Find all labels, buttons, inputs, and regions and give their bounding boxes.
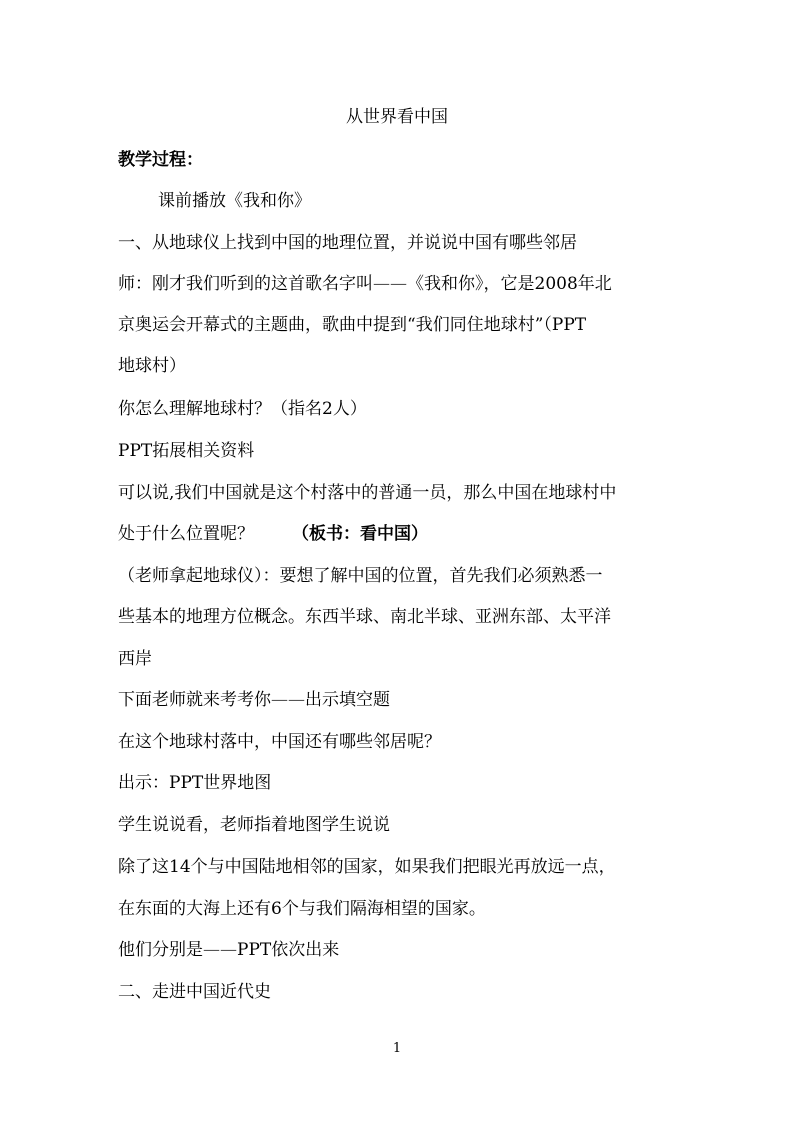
text-segment: 出示填空题 [305,690,390,710]
paragraph-line: 京奥运会开幕式的主题曲，歌曲中提到“我们同住地球村”（PPT [118,315,587,335]
dash-segment: —— [271,690,305,710]
paragraph-line: 学生说说看，老师指着地图学生说说 [118,815,390,835]
paragraph-line: 一、从地球仪上找到中国的地理位置，并说说中国有哪些邻居 [118,233,577,253]
paragraph-line: （老师拿起地球仪）：要想了解中国的位置，首先我们必须熟悉一 [118,566,603,586]
paragraph-line: 出示：PPT世界地图 [118,773,272,793]
paragraph-line: 可以说,我们中国就是这个村落中的普通一员，那么中国在地球村中 [118,483,617,503]
document-title: 从世界看中国 [346,107,448,127]
dash-segment: —— [373,274,407,294]
paragraph-line: 在东面的大海上还有6个与我们隔海相望的国家。 [118,899,486,919]
paragraph-line: 些基本的地理方位概念。东西半球、南北半球、亚洲东部、太平洋 [118,607,611,627]
paragraph-line: 西岸 [118,649,152,669]
dash-segment: —— [203,940,237,960]
text-segment: PPT依次出来 [237,940,340,960]
section-heading: 二、走进中国近代史 [118,982,271,1002]
paragraph-line: PPT拓展相关资料 [118,441,255,461]
page-number: 1 [392,1041,402,1056]
board-note: （板书：看中国） [292,524,428,544]
paragraph-line: 你怎么理解地球村？（指名2人） [118,399,367,419]
paragraph-line [118,938,678,962]
text-segment: 他们分别是 [118,940,203,960]
paragraph-line [118,272,678,296]
text-segment: 处于什么位置呢？ [118,524,254,544]
paragraph-line: 除了这14个与中国陆地相邻的国家，如果我们把眼光再放远一点， [118,857,616,877]
paragraph-line [118,522,678,546]
paragraph-line: 地球村） [118,356,186,376]
paragraph-line [118,688,678,712]
section-heading: 教学过程： [118,150,203,170]
paragraph-line: 课前播放《我和你》 [158,191,311,211]
paragraph-line: 在这个地球村落中，中国还有哪些邻居呢？ [118,732,441,752]
text-segment: 师：刚才我们听到的这首歌名字叫 [118,274,373,294]
text-segment: 下面老师就来考考你 [118,690,271,710]
text-segment: 《我和你》，它是2008年北 [407,274,612,294]
